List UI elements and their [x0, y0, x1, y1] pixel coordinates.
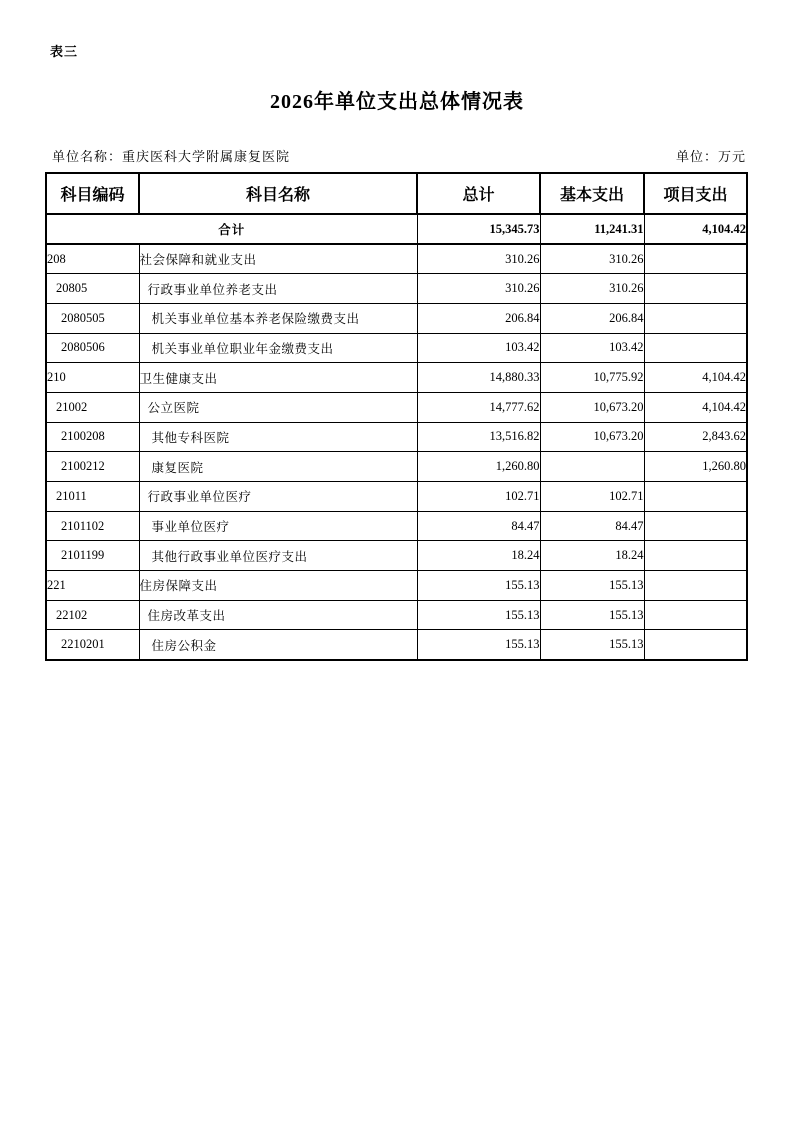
cell-subject-name: 康复医院 [139, 452, 417, 482]
cell-basic: 310.26 [540, 274, 644, 304]
table-row [46, 422, 747, 452]
total-row-project: 4,104.42 [644, 214, 747, 244]
cell-subject-code: 2080506 [46, 333, 139, 363]
cell-project [644, 303, 747, 333]
cell-subject-name: 机关事业单位职业年金缴费支出 [139, 333, 417, 363]
cell-project [644, 600, 747, 630]
cell-subject-name: 行政事业单位养老支出 [139, 274, 417, 304]
cell-project [644, 511, 747, 541]
page-title: 2026年单位支出总体情况表 [270, 91, 524, 113]
table-row [46, 600, 747, 630]
cell-grand-total: 155.13 [417, 600, 540, 630]
cell-project [644, 630, 747, 660]
cell-grand-total: 155.13 [417, 571, 540, 601]
cell-project [644, 571, 747, 601]
cell-basic: 310.26 [540, 244, 644, 274]
cell-project: 2,843.62 [644, 422, 747, 452]
cell-grand-total: 155.13 [417, 630, 540, 660]
cell-grand-total: 14,880.33 [417, 363, 540, 393]
cell-grand-total: 13,516.82 [417, 422, 540, 452]
cell-subject-name: 社会保障和就业支出 [139, 244, 417, 274]
cell-subject-code: 2101199 [46, 541, 139, 571]
col-header-subject-code: 科目编码 [46, 173, 139, 214]
cell-project [644, 541, 747, 571]
cell-subject-code: 221 [46, 571, 139, 601]
cell-project [644, 482, 747, 512]
cell-subject-code: 2210201 [46, 630, 139, 660]
cell-basic: 18.24 [540, 541, 644, 571]
cell-subject-name: 公立医院 [139, 392, 417, 422]
cell-project: 4,104.42 [644, 392, 747, 422]
col-header-subject-name: 科目名称 [139, 173, 417, 214]
cell-grand-total: 14,777.62 [417, 392, 540, 422]
table-row [46, 333, 747, 363]
cell-subject-name: 事业单位医疗 [139, 511, 417, 541]
cell-grand-total: 310.26 [417, 244, 540, 274]
cell-project [644, 244, 747, 274]
col-header-basic-expenditure: 基本支出 [540, 173, 644, 214]
table-row [46, 482, 747, 512]
cell-subject-name: 住房公积金 [139, 630, 417, 660]
cell-subject-name: 卫生健康支出 [139, 363, 417, 393]
cell-subject-name: 其他专科医院 [139, 422, 417, 452]
col-header-grand-total: 总计 [417, 173, 540, 214]
cell-subject-code: 22102 [46, 600, 139, 630]
cell-basic: 10,775.92 [540, 363, 644, 393]
cell-basic: 84.47 [540, 511, 644, 541]
table-row [46, 511, 747, 541]
meta-row [52, 146, 746, 165]
cell-subject-code: 2101102 [46, 511, 139, 541]
cell-basic: 10,673.20 [540, 422, 644, 452]
cell-grand-total: 103.42 [417, 333, 540, 363]
cell-subject-code: 21002 [46, 392, 139, 422]
cell-basic [540, 452, 644, 482]
cell-subject-code: 20805 [46, 274, 139, 304]
cell-project [644, 333, 747, 363]
cell-basic: 103.42 [540, 333, 644, 363]
cell-project: 1,260.80 [644, 452, 747, 482]
table-row [46, 274, 747, 304]
cell-subject-code: 2100212 [46, 452, 139, 482]
header-row [46, 173, 747, 214]
cell-basic: 10,673.20 [540, 392, 644, 422]
cell-grand-total: 310.26 [417, 274, 540, 304]
cell-basic: 155.13 [540, 571, 644, 601]
cell-subject-code: 208 [46, 244, 139, 274]
total-row-basic: 11,241.31 [540, 214, 644, 244]
table-row [46, 303, 747, 333]
cell-subject-name: 机关事业单位基本养老保险缴费支出 [139, 303, 417, 333]
cell-subject-name: 住房改革支出 [139, 600, 417, 630]
cell-project: 4,104.42 [644, 363, 747, 393]
table-row [46, 244, 747, 274]
cell-subject-code: 2080505 [46, 303, 139, 333]
cell-grand-total: 1,260.80 [417, 452, 540, 482]
total-row-grand-total: 15,345.73 [417, 214, 540, 244]
cell-subject-name: 其他行政事业单位医疗支出 [139, 541, 417, 571]
col-header-project-expenditure: 项目支出 [644, 173, 747, 214]
unit-name-label: 单位名称：重庆医科大学附属康复医院 [52, 149, 291, 164]
total-row [46, 214, 747, 244]
cell-subject-name: 住房保障支出 [139, 571, 417, 601]
cell-subject-code: 21011 [46, 482, 139, 512]
cell-basic: 155.13 [540, 600, 644, 630]
table-row [46, 363, 747, 393]
cell-grand-total: 102.71 [417, 482, 540, 512]
cell-basic: 155.13 [540, 630, 644, 660]
cell-basic: 206.84 [540, 303, 644, 333]
table-row [46, 571, 747, 601]
table-tag: 表三 [50, 44, 79, 59]
expenditure-table [45, 172, 748, 661]
cell-grand-total: 84.47 [417, 511, 540, 541]
total-row-label: 合计 [46, 214, 417, 244]
table-row [46, 392, 747, 422]
table-body [46, 214, 747, 660]
cell-subject-code: 210 [46, 363, 139, 393]
table-row [46, 630, 747, 660]
cell-grand-total: 206.84 [417, 303, 540, 333]
table-row [46, 541, 747, 571]
cell-subject-name: 行政事业单位医疗 [139, 482, 417, 512]
cell-grand-total: 18.24 [417, 541, 540, 571]
cell-subject-code: 2100208 [46, 422, 139, 452]
cell-project [644, 274, 747, 304]
cell-basic: 102.71 [540, 482, 644, 512]
table-row [46, 452, 747, 482]
unit-measure-label: 单位：万元 [675, 149, 746, 164]
